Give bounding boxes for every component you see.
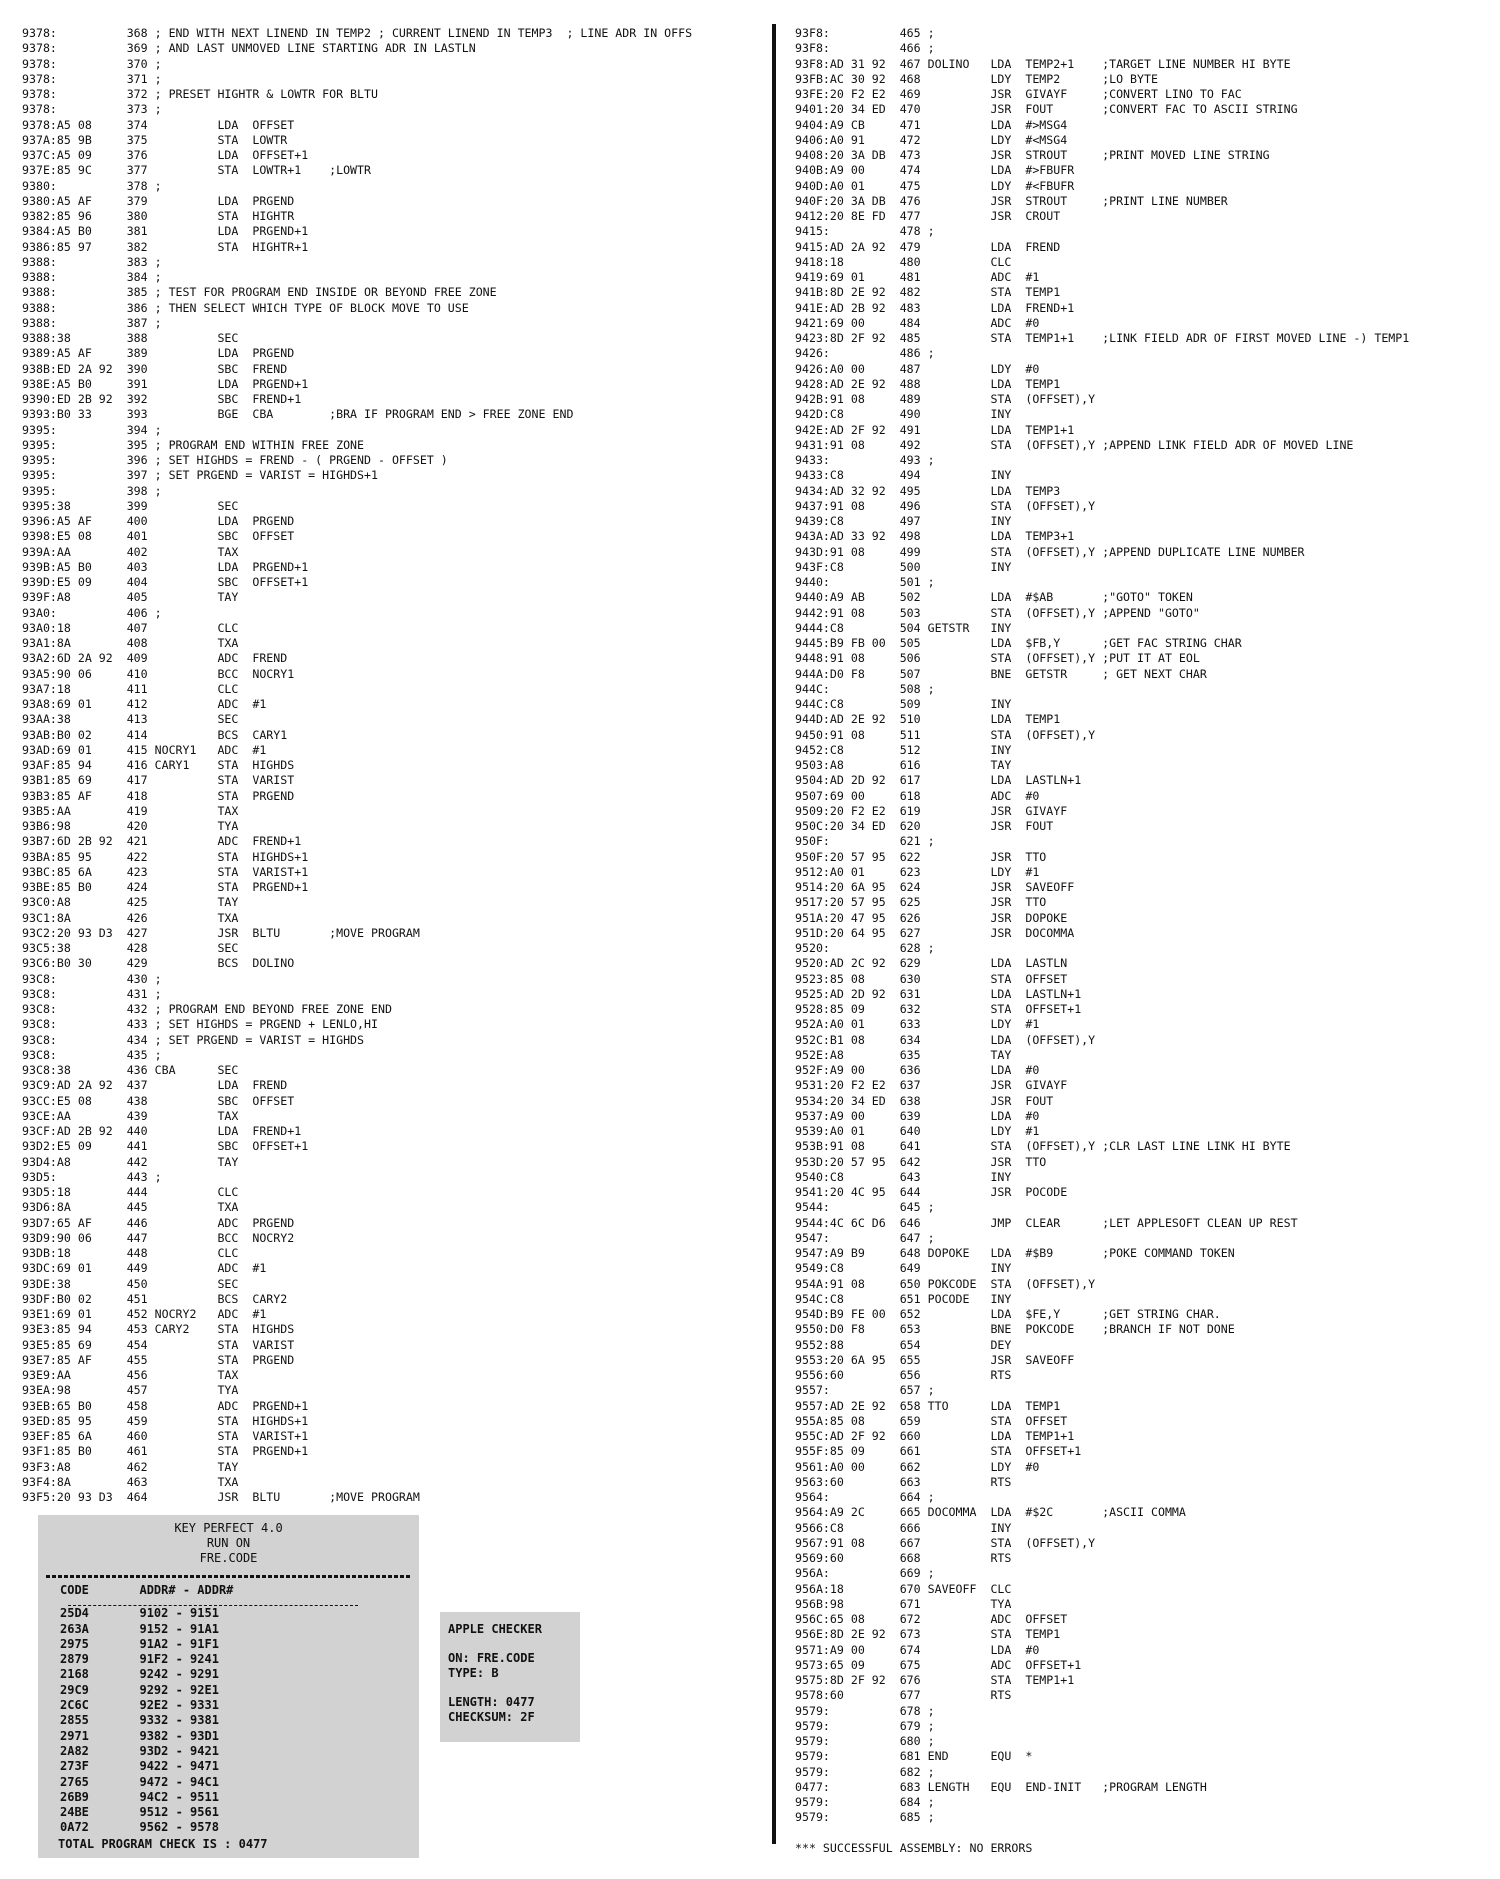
listing-line: 950F: 621 ;: [795, 834, 935, 849]
listing-line: 941E:AD 2B 92 483 LDA FREND+1: [795, 300, 1075, 315]
listing-line: 9547:A9 B9 648 DOPOKE LDA #$B9 ;POKE COMMAND TOKEN: [795, 1246, 1235, 1260]
key-perfect-panel: [38, 1515, 419, 1858]
apple-checker-type: TYPE: B: [448, 1666, 499, 1680]
listing-line: 9440:A9 AB 502 LDA #$AB ;"GOTO" TOKEN: [795, 590, 1193, 605]
listing-line: 9378: 373 ;: [22, 102, 162, 117]
listing-line: 9520:AD 2C 92 629 LDA LASTLN: [795, 956, 1068, 971]
listing-line: 93A7:18 411 CLC: [22, 681, 239, 696]
listing-line: 9395:38 399 SEC: [22, 498, 239, 513]
listing-line: 93BA:85 95 422 STA HIGHDS+1: [22, 849, 309, 864]
listing-line: 9442:91 08 503 STA (OFFSET),Y ;APPEND "GOTO": [795, 605, 1200, 620]
listing-line: 9426:A0 00 487 LDY #0: [795, 361, 1040, 376]
listing-line: 9415:AD 2A 92 479 LDA FREND: [795, 239, 1061, 254]
listing-line: 9534:20 34 ED 638 JSR FOUT: [795, 1093, 1054, 1108]
listing-line: 9378: 369 ; AND LAST UNMOVED LINE STARTING ADR IN LASTLN: [22, 41, 476, 56]
listing-line: 940F:20 3A DB 476 JSR STROUT ;PRINT LINE NUMBER: [795, 193, 1228, 208]
listing-line: 956A:18 670 SAVEOFF CLC: [795, 1581, 1012, 1596]
listing-line: 93BC:85 6A 423 STA VARIST+1: [22, 864, 309, 879]
listing-line: 93C8:38 436 CBA SEC: [22, 1063, 239, 1077]
listing-line: 93B5:AA 419 TAX: [22, 803, 239, 818]
listing-line: 9569:60 668 RTS: [795, 1551, 1012, 1565]
listing-line: 9419:69 01 481 ADC #1: [795, 270, 1040, 284]
listing-line: 9395: 394 ;: [22, 422, 162, 437]
listing-line: 93DF:B0 02 451 BCS CARY2: [22, 1291, 288, 1306]
listing-line: 9517:20 57 95 625 JSR TTO: [795, 895, 1047, 910]
listing-line: 9398:E5 08 401 SBC OFFSET: [22, 529, 295, 544]
key-perfect-row: 2168 9242 - 9291: [60, 1667, 219, 1682]
listing-line: 956A: 669 ;: [795, 1566, 935, 1581]
listing-line: 93F4:8A 463 TXA: [22, 1474, 239, 1489]
listing-line: 9448:91 08 506 STA (OFFSET),Y ;PUT IT AT EOL: [795, 651, 1200, 666]
listing-line: 9440: 501 ;: [795, 575, 935, 589]
key-perfect-header-rule: [68, 1605, 358, 1606]
listing-line: 9401:20 34 ED 470 JSR FOUT ;CONVERT FAC TO ASCII STRING: [795, 102, 1298, 117]
listing-line: 9378: 370 ;: [22, 56, 162, 71]
listing-line: 940B:A9 00 474 LDA #>FBUFR: [795, 163, 1075, 178]
listing-line: 93A0:18 407 CLC: [22, 620, 239, 635]
listing-line: 9539:A0 01 640 LDY #1: [795, 1124, 1040, 1138]
listing-line: 93E9:AA 456 TAX: [22, 1368, 239, 1382]
listing-line: 944A:D0 F8 507 BNE GETSTR ; GET NEXT CHAR: [795, 666, 1207, 681]
listing-line: 9504:AD 2D 92 617 LDA LASTLN+1: [795, 773, 1082, 788]
listing-line: 952A:A0 01 633 LDY #1: [795, 1017, 1040, 1032]
listing-line: 937C:A5 09 376 LDA OFFSET+1: [22, 148, 309, 162]
listing-line: 9380: 378 ;: [22, 178, 162, 193]
listing-line: 956C:65 08 672 ADC OFFSET: [795, 1612, 1068, 1626]
listing-line: 9423:8D 2F 92 485 STA TEMP1+1 ;LINK FIELD ADR OF FIRST MOVED LINE -) TEMP1: [795, 331, 1410, 345]
listing-line: 93E3:85 94 453 CARY2 STA HIGHDS: [22, 1322, 295, 1337]
listing-line: 9388:38 388 SEC: [22, 331, 239, 345]
listing-line: 0477: 683 LENGTH EQU END-INIT ;PROGRAM LENGTH: [795, 1779, 1207, 1794]
listing-line: 9396:A5 AF 400 LDA PRGEND: [22, 514, 295, 528]
listing-line: 955A:85 08 659 STA OFFSET: [795, 1413, 1068, 1428]
listing-line: 9378: 371 ;: [22, 71, 162, 86]
listing-line: 9412:20 8E FD 477 JSR CROUT: [795, 209, 1061, 223]
listing-line: 93D2:E5 09 441 SBC OFFSET+1: [22, 1139, 309, 1154]
key-perfect-row: 2765 9472 - 94C1: [60, 1774, 219, 1789]
listing-line: 9579: 680 ;: [795, 1734, 935, 1748]
listing-line: 9579: 685 ;: [795, 1810, 935, 1825]
listing-line: 93B7:6D 2B 92 421 ADC FREND+1: [22, 834, 302, 849]
listing-line: 9433: 493 ;: [795, 453, 935, 467]
right-listing-column: [795, 26, 1485, 1856]
listing-line: 944D:AD 2E 92 510 LDA TEMP1: [795, 712, 1061, 727]
key-perfect-row: 29C9 9292 - 92E1: [60, 1682, 219, 1697]
listing-line: 9404:A9 CB 471 LDA #>MSG4: [795, 117, 1068, 132]
listing-line: 939A:AA 402 TAX: [22, 544, 239, 559]
key-perfect-row: 24BE 9512 - 9561: [60, 1805, 219, 1820]
listing-line: 944C:C8 509 INY: [795, 697, 1012, 711]
key-perfect-title: KEY PERFECT 4.0: [174, 1521, 283, 1535]
listing-line: 951A:20 47 95 626 JSR DOPOKE: [795, 910, 1068, 925]
listing-line: 93C8: 435 ;: [22, 1047, 162, 1062]
listing-line: 9380:A5 AF 379 LDA PRGEND: [22, 193, 295, 208]
listing-line: 93D7:65 AF 446 ADC PRGEND: [22, 1215, 295, 1230]
listing-line: 93E1:69 01 452 NOCRY2 ADC #1: [22, 1307, 267, 1321]
listing-line: 9418:18 480 CLC: [795, 254, 1012, 269]
key-perfect-header: CODE ADDR# - ADDR#: [60, 1583, 234, 1597]
listing-line: 93DE:38 450 SEC: [22, 1276, 239, 1291]
listing-line: 952E:A8 635 TAY: [795, 1047, 1012, 1062]
listing-line: 942E:AD 2F 92 491 LDA TEMP1+1: [795, 422, 1075, 437]
listing-line: 943A:AD 33 92 498 LDA TEMP3+1: [795, 529, 1075, 544]
listing-line: 942D:C8 490 INY: [795, 407, 1012, 422]
listing-line: 93B1:85 69 417 STA VARIST: [22, 773, 295, 788]
listing-line: 950F:20 57 95 622 JSR TTO: [795, 849, 1047, 864]
listing-line: 9437:91 08 496 STA (OFFSET),Y: [795, 498, 1096, 513]
listing-line: 9563:60 663 RTS: [795, 1474, 1012, 1489]
listing-line: 9578:60 677 RTS: [795, 1688, 1012, 1703]
listing-line: 9575:8D 2F 92 676 STA TEMP1+1: [795, 1673, 1075, 1687]
listing-line: 953D:20 57 95 642 JSR TTO: [795, 1154, 1047, 1169]
listing-line: 93D4:A8 442 TAY: [22, 1154, 239, 1169]
listing-line: 942B:91 08 489 STA (OFFSET),Y: [795, 392, 1096, 406]
key-perfect-row: 25D4 9102 - 9151: [60, 1606, 219, 1621]
listing-line: 9509:20 F2 E2 619 JSR GIVAYF: [795, 803, 1068, 818]
listing-line: 93BE:85 B0 424 STA PRGEND+1: [22, 880, 309, 894]
listing-line: 9512:A0 01 623 LDY #1: [795, 864, 1040, 879]
listing-line: 93AD:69 01 415 NOCRY1 ADC #1: [22, 742, 267, 757]
listing-line: 9579: 678 ;: [795, 1703, 935, 1718]
listing-line: 9579: 682 ;: [795, 1764, 935, 1779]
listing-line: 9395: 395 ; PROGRAM END WITHIN FREE ZONE: [22, 437, 365, 452]
key-perfect-run-on: RUN ON: [206, 1536, 251, 1550]
listing-line: 9520: 628 ;: [795, 941, 935, 955]
listing-line: 939B:A5 B0 403 LDA PRGEND+1: [22, 559, 309, 574]
listing-line: 939F:A8 405 TAY: [22, 590, 239, 605]
apple-checker-length: LENGTH: 0477: [448, 1695, 535, 1709]
listing-line: 93A8:69 01 412 ADC #1: [22, 697, 267, 711]
key-perfect-row: 2879 91F2 - 9241: [60, 1652, 219, 1667]
listing-line: 93DB:18 448 CLC: [22, 1246, 239, 1260]
key-perfect-rule: [46, 1575, 411, 1578]
listing-line: 93C8: 432 ; PROGRAM END BEYOND FREE ZONE END: [22, 1002, 392, 1016]
listing-line: 93FB:AC 30 92 468 LDY TEMP2 ;LO BYTE: [795, 71, 1158, 86]
listing-line: 9523:85 08 630 STA OFFSET: [795, 971, 1068, 986]
listing-line: 93C0:A8 425 TAY: [22, 895, 239, 910]
listing-line: 939D:E5 09 404 SBC OFFSET+1: [22, 575, 309, 589]
listing-line: 953B:91 08 641 STA (OFFSET),Y ;CLR LAST LINE LINK HI BYTE: [795, 1139, 1291, 1154]
listing-line: 93D9:90 06 447 BCC NOCRY2: [22, 1230, 295, 1245]
listing-line: 9550:D0 F8 653 BNE POKCODE ;BRANCH IF NOT DONE: [795, 1322, 1235, 1337]
listing-line: 93EF:85 6A 460 STA VARIST+1: [22, 1429, 309, 1443]
listing-line: 9552:88 654 DEY: [795, 1337, 1012, 1352]
listing-line: 9384:A5 B0 381 LDA PRGEND+1: [22, 224, 309, 239]
listing-line: 9395: 396 ; SET HIGHDS = FREND - ( PRGEND - OFFSET ): [22, 453, 448, 467]
listing-line: 9556:60 656 RTS: [795, 1368, 1012, 1382]
listing-line: 9564: 664 ;: [795, 1490, 935, 1504]
key-perfect-rows: [60, 1606, 400, 1835]
listing-line: 9544: 645 ;: [795, 1200, 935, 1215]
listing-line: 955F:85 09 661 STA OFFSET+1: [795, 1444, 1082, 1459]
listing-line: 93AB:B0 02 414 BCS CARY1: [22, 727, 288, 742]
listing-line: 9378: 368 ; END WITH NEXT LINEND IN TEMP2 ; CURRENT LINEND IN TEMP3 ; LINE ADR IN OFFS: [22, 26, 693, 40]
listing-line: 93E5:85 69 454 STA VARIST: [22, 1337, 295, 1352]
listing-line: 937E:85 9C 377 STA LOWTR+1 ;LOWTR: [22, 163, 372, 178]
listing-line: 9395: 398 ;: [22, 483, 162, 498]
listing-line: 93F8: 466 ;: [795, 41, 935, 56]
listing-line: 9421:69 00 484 ADC #0: [795, 315, 1040, 330]
listing-line: 93A5:90 06 410 BCC NOCRY1: [22, 666, 295, 681]
listing-line: 93C1:8A 426 TXA: [22, 910, 239, 925]
listing-line: 93DC:69 01 449 ADC #1: [22, 1261, 267, 1276]
listing-line: 9386:85 97 382 STA HIGHTR+1: [22, 239, 309, 254]
listing-line: 9431:91 08 492 STA (OFFSET),Y ;APPEND LINK FIELD ADR OF MOVED LINE: [795, 437, 1354, 452]
listing-line: 93EB:65 B0 458 ADC PRGEND+1: [22, 1398, 309, 1413]
listing-line: 9415: 478 ;: [795, 224, 935, 239]
listing-line: 9388: 385 ; TEST FOR PROGRAM END INSIDE OR BEYOND FREE ZONE: [22, 285, 497, 300]
listing-line: 944C: 508 ;: [795, 681, 935, 696]
listing-line: 955C:AD 2F 92 660 LDA TEMP1+1: [795, 1429, 1075, 1443]
listing-line: 956B:98 671 TYA: [795, 1596, 1012, 1611]
key-perfect-row: 0A72 9562 - 9578: [60, 1820, 219, 1835]
listing-line: 93C8: 431 ;: [22, 986, 162, 1001]
listing-line: 9567:91 08 667 STA (OFFSET),Y: [795, 1535, 1096, 1550]
listing-line: 941B:8D 2E 92 482 STA TEMP1: [795, 285, 1061, 300]
listing-line: 93C6:B0 30 429 BCS DOLINO: [22, 956, 295, 971]
key-perfect-row: 273F 9422 - 9471: [60, 1759, 219, 1774]
listing-line: 9444:C8 504 GETSTR INY: [795, 620, 1012, 635]
listing-line: 938E:A5 B0 391 LDA PRGEND+1: [22, 376, 309, 391]
listing-line: 93C9:AD 2A 92 437 LDA FREND: [22, 1078, 288, 1093]
listing-line: 940D:A0 01 475 LDY #<FBUFR: [795, 178, 1075, 193]
key-perfect-file: FRE.CODE: [199, 1551, 258, 1565]
listing-line: 93A1:8A 408 TXA: [22, 636, 239, 650]
listing-line: 9428:AD 2E 92 488 LDA TEMP1: [795, 376, 1061, 391]
listing-line: 9503:A8 616 TAY: [795, 758, 1012, 772]
listing-line: 9525:AD 2D 92 631 LDA LASTLN+1: [795, 986, 1082, 1001]
listing-line: 9561:A0 00 662 LDY #0: [795, 1459, 1040, 1474]
listing-line: 93C5:38 428 SEC: [22, 941, 239, 955]
listing-line: 9395: 397 ; SET PRGEND = VARIST = HIGHDS+1: [22, 468, 378, 483]
listing-line: 943F:C8 500 INY: [795, 559, 1012, 574]
listing-line: 938B:ED 2A 92 390 SBC FREND: [22, 361, 288, 376]
listing-line: 9406:A0 91 472 LDY #<MSG4: [795, 132, 1068, 147]
listing-line: 9579: 684 ;: [795, 1795, 935, 1809]
listing-line: 93CE:AA 439 TAX: [22, 1108, 239, 1123]
listing-line: 9426: 486 ;: [795, 346, 935, 361]
listing-line: 9393:B0 33 393 BGE CBA ;BRA IF PROGRAM END > FREE ZONE END: [22, 407, 574, 422]
listing-line: 9408:20 3A DB 473 JSR STROUT ;PRINT MOVED LINE STRING: [795, 148, 1270, 162]
listing-line: 93C8: 430 ;: [22, 971, 162, 986]
listing-line: 9573:65 09 675 ADC OFFSET+1: [795, 1657, 1082, 1672]
listing-line: 93F5:20 93 D3 464 JSR BLTU ;MOVE PROGRAM: [22, 1490, 420, 1504]
listing-line: 954A:91 08 650 POKCODE STA (OFFSET),Y: [795, 1276, 1096, 1291]
listing-line: 93A2:6D 2A 92 409 ADC FREND: [22, 651, 288, 666]
listing-line: 9564:A9 2C 665 DOCOMMA LDA #$2C ;ASCII COMMA: [795, 1505, 1186, 1520]
key-perfect-row: 2C6C 92E2 - 9331: [60, 1698, 219, 1713]
left-listing-column: [22, 26, 742, 1505]
key-perfect-row: 2971 9382 - 93D1: [60, 1728, 219, 1743]
apple-checker-title: APPLE CHECKER: [448, 1622, 542, 1636]
key-perfect-row: 2855 9332 - 9381: [60, 1713, 219, 1728]
listing-line: 9557: 657 ;: [795, 1383, 935, 1398]
column-divider: [772, 24, 776, 1844]
listing-line: 93ED:85 95 459 STA HIGHDS+1: [22, 1413, 309, 1428]
listing-line: 950C:20 34 ED 620 JSR FOUT: [795, 819, 1054, 833]
listing-line: 954C:C8 651 POCODE INY: [795, 1291, 1012, 1306]
listing-line: 93C2:20 93 D3 427 JSR BLTU ;MOVE PROGRAM: [22, 925, 420, 940]
listing-line: 93FE:20 F2 E2 469 JSR GIVAYF ;CONVERT LINO TO FAC: [795, 87, 1242, 101]
listing-line: 9445:B9 FB 00 505 LDA $FB,Y ;GET FAC STRING CHAR: [795, 636, 1242, 650]
listing-line: 93C8: 434 ; SET PRGEND = VARIST = HIGHDS: [22, 1032, 365, 1047]
listing-line: 9507:69 00 618 ADC #0: [795, 788, 1040, 803]
listing-line: 937A:85 9B 375 STA LOWTR: [22, 132, 288, 147]
listing-line: 93EA:98 457 TYA: [22, 1383, 239, 1398]
apple-checker-checksum: CHECKSUM: 2F: [448, 1710, 535, 1724]
key-perfect-row: 2A82 93D2 - 9421: [60, 1743, 219, 1758]
listing-line: 9452:C8 512 INY: [795, 742, 1012, 757]
listing-line: 93E7:85 AF 455 STA PRGEND: [22, 1352, 295, 1367]
listing-line: 9531:20 F2 E2 637 JSR GIVAYF: [795, 1078, 1068, 1093]
listing-line: 93F3:A8 462 TAY: [22, 1459, 239, 1474]
listing-line: 93A0: 406 ;: [22, 605, 162, 620]
apple-checker-on: ON: FRE.CODE: [448, 1651, 535, 1665]
key-perfect-row: 2975 91A2 - 91F1: [60, 1636, 219, 1651]
listing-line: 93F1:85 B0 461 STA PRGEND+1: [22, 1444, 309, 1459]
listing-line: 9388: 384 ;: [22, 270, 162, 284]
listing-line: 9579: 681 END EQU *: [795, 1749, 1033, 1764]
listing-line: 93AF:85 94 416 CARY1 STA HIGHDS: [22, 758, 295, 772]
listing-line: 93CC:E5 08 438 SBC OFFSET: [22, 1093, 295, 1108]
listing-line: 9566:C8 666 INY: [795, 1520, 1012, 1535]
listing-line: 9537:A9 00 639 LDA #0: [795, 1108, 1040, 1123]
listing-line: 93CF:AD 2B 92 440 LDA FREND+1: [22, 1124, 302, 1138]
listing-line: [795, 1826, 1485, 1841]
listing-line: 9557:AD 2E 92 658 TTO LDA TEMP1: [795, 1398, 1061, 1413]
listing-line: 9579: 679 ;: [795, 1718, 935, 1733]
listing-line: 9544:4C 6C D6 646 JMP CLEAR ;LET APPLESOFT CLEAN UP REST: [795, 1215, 1298, 1230]
listing-line: 9553:20 6A 95 655 JSR SAVEOFF: [795, 1352, 1075, 1367]
key-perfect-table: [60, 1583, 400, 1836]
listing-line: 93B3:85 AF 418 STA PRGEND: [22, 788, 295, 803]
listing-line: 9571:A9 00 674 LDA #0: [795, 1642, 1040, 1657]
listing-line: 9388: 386 ; THEN SELECT WHICH TYPE OF BLOCK MOVE TO USE: [22, 300, 469, 315]
listing-line: 9434:AD 32 92 495 LDA TEMP3: [795, 483, 1061, 498]
listing-line: 93D5:18 444 CLC: [22, 1185, 239, 1199]
listing-line: 9450:91 08 511 STA (OFFSET),Y: [795, 727, 1096, 742]
listing-line: 93AA:38 413 SEC: [22, 712, 239, 727]
listing-line: 943D:91 08 499 STA (OFFSET),Y ;APPEND DUPLICATE LINE NUMBER: [795, 544, 1305, 559]
listing-line: 9433:C8 494 INY: [795, 468, 1012, 483]
listing-line: 93F8:AD 31 92 467 DOLINO LDA TEMP2+1 ;TARGET LINE NUMBER HI BYTE: [795, 56, 1291, 71]
listing-line: 9388: 387 ;: [22, 315, 162, 330]
listing-line: 93D6:8A 445 TXA: [22, 1200, 239, 1215]
listing-line: 9390:ED 2B 92 392 SBC FREND+1: [22, 392, 302, 406]
listing-line: 93B6:98 420 TYA: [22, 819, 239, 833]
listing-line: 9514:20 6A 95 624 JSR SAVEOFF: [795, 880, 1075, 894]
key-perfect-row: 263A 9152 - 91A1: [60, 1621, 219, 1636]
key-perfect-total: TOTAL PROGRAM CHECK IS : 0477: [58, 1837, 268, 1851]
listing-line: 9378: 372 ; PRESET HIGHTR & LOWTR FOR BLTU: [22, 87, 378, 101]
listing-line: 9388: 383 ;: [22, 254, 162, 269]
listing-line: 9540:C8 643 INY: [795, 1169, 1012, 1184]
listing-line: 9541:20 4C 95 644 JSR POCODE: [795, 1185, 1068, 1199]
listing-line: 9389:A5 AF 389 LDA PRGEND: [22, 346, 295, 361]
listing-line: 954D:B9 FE 00 652 LDA $FE,Y ;GET STRING CHAR.: [795, 1307, 1221, 1321]
listing-line: 9549:C8 649 INY: [795, 1261, 1012, 1276]
listing-line: 9382:85 96 380 STA HIGHTR: [22, 209, 295, 223]
listing-line: *** SUCCESSFUL ASSEMBLY: NO ERRORS: [795, 1840, 1033, 1855]
listing-line: 93F8: 465 ;: [795, 26, 935, 40]
apple-checker-panel: [440, 1612, 580, 1742]
listing-line: 93C8: 433 ; SET HIGHDS = PRGEND + LENLO,HI: [22, 1017, 378, 1032]
listing-line: 9547: 647 ;: [795, 1230, 935, 1245]
listing-line: 9439:C8 497 INY: [795, 514, 1012, 528]
listing-line: 9528:85 09 632 STA OFFSET+1: [795, 1002, 1082, 1016]
listing-line: 956E:8D 2E 92 673 STA TEMP1: [795, 1627, 1061, 1642]
listing-line: 9378:A5 08 374 LDA OFFSET: [22, 117, 295, 132]
listing-line: 951D:20 64 95 627 JSR DOCOMMA: [795, 925, 1075, 940]
listing-line: 93D5: 443 ;: [22, 1169, 162, 1184]
key-perfect-row: 26B9 94C2 - 9511: [60, 1789, 219, 1804]
listing-line: 952C:B1 08 634 LDA (OFFSET),Y: [795, 1032, 1096, 1047]
listing-line: 952F:A9 00 636 LDA #0: [795, 1063, 1040, 1077]
